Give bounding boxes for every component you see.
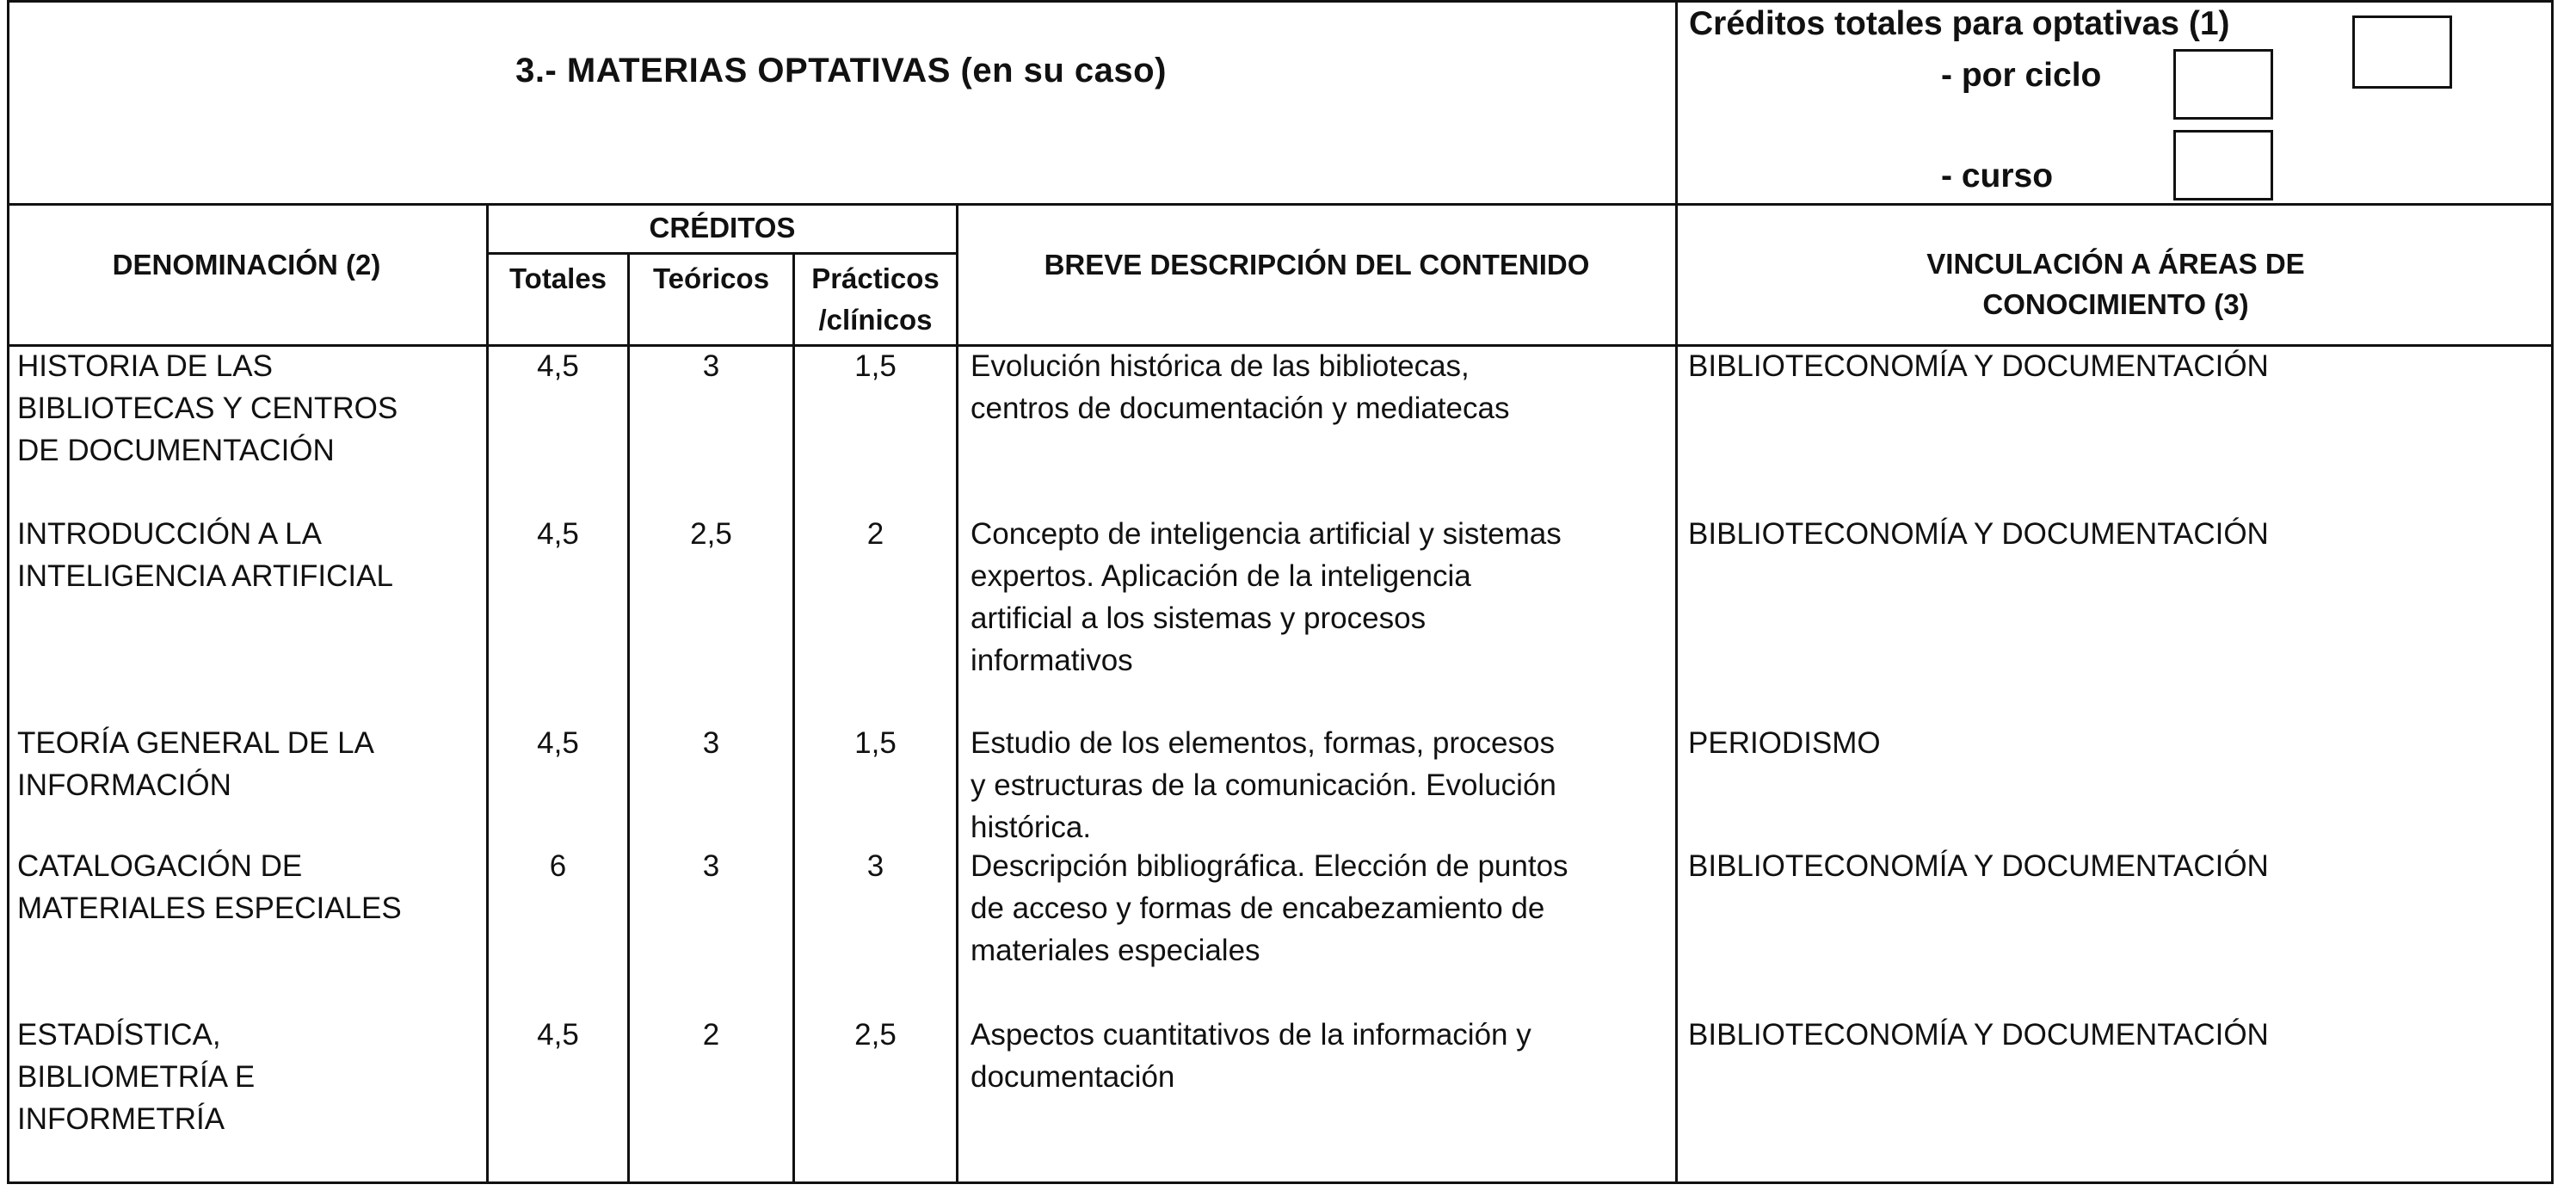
row-denominacion: ESTADÍSTICA, BIBLIOMETRÍA E INFORMETRÍA (17, 1018, 256, 1136)
col-header-creditos: CRÉDITOS (649, 212, 796, 244)
row-totales: 4,5 (537, 726, 579, 760)
row-vinculacion: BIBLIOTECONOMÍA Y DOCUMENTACIÓN (1688, 1018, 2269, 1052)
creditos-subheader-divider (486, 252, 958, 255)
row-vinculacion: PERIODISMO (1688, 726, 1881, 760)
page-title: 3.- MATERIAS OPTATIVAS (en su caso) (515, 52, 1167, 89)
curso-box[interactable] (2173, 130, 2273, 200)
col-header-practicos: Prácticos (811, 262, 940, 294)
row-descripcion: Aspectos cuantitativos de la información y documentación (971, 1018, 1531, 1094)
row-teoricos: 3 (702, 849, 720, 883)
row-teoricos: 3 (702, 726, 720, 760)
row-denominacion: HISTORIA DE LAS BIBLIOTECAS Y CENTROS DE DOCUMENTACIÓN (17, 349, 398, 467)
row-practicos: 2 (866, 517, 884, 551)
row-teoricos: 2 (702, 1018, 720, 1052)
por-ciclo-label: - por ciclo (1941, 57, 2102, 94)
col-header-descripcion: BREVE DESCRIPCIÓN DEL CONTENIDO (1044, 249, 1590, 281)
curso-label: - curso (1941, 157, 2054, 194)
row-totales: 6 (549, 849, 567, 883)
por-ciclo-box[interactable] (2173, 49, 2273, 120)
row-totales: 4,5 (537, 1018, 579, 1052)
row-teoricos: 2,5 (690, 517, 732, 551)
row-denominacion: CATALOGACIÓN DE MATERIALES ESPECIALES (17, 849, 402, 925)
col-header-totales: Totales (508, 262, 607, 294)
row-practicos: 3 (866, 849, 884, 883)
row-denominacion: INTRODUCCIÓN A LA INTELIGENCIA ARTIFICIAL (17, 517, 393, 593)
row-vinculacion: BIBLIOTECONOMÍA Y DOCUMENTACIÓN (1688, 517, 2269, 551)
row-practicos: 1,5 (854, 349, 897, 383)
col-divider-practicos (956, 203, 958, 1184)
row-descripcion: Descripción bibliográfica. Elección de puntos de acceso y formas de encabezamiento de materiales especiales (971, 849, 1568, 967)
creditos-totales-label: Créditos totales para optativas (1) (1689, 5, 2230, 42)
row-practicos: 1,5 (854, 726, 897, 760)
creditos-totales-box[interactable] (2352, 15, 2452, 89)
header-divider (7, 203, 2554, 206)
row-denominacion: TEORÍA GENERAL DE LA INFORMACIÓN (17, 726, 374, 802)
col-header-clinicos: /clínicos (818, 304, 933, 336)
row-vinculacion: BIBLIOTECONOMÍA Y DOCUMENTACIÓN (1688, 849, 2269, 883)
row-teoricos: 3 (702, 349, 720, 383)
row-descripcion: Concepto de inteligencia artificial y sistemas expertos. Aplicación de la inteligencia artificial a los sistemas y procesos informativos (971, 517, 1562, 677)
col-header-denominacion: DENOMINACIÓN (2) (112, 249, 381, 281)
row-practicos: 2,5 (854, 1018, 897, 1052)
row-descripcion: Estudio de los elementos, formas, procesos y estructuras de la comunicación. Evolución histórica. (971, 726, 1556, 844)
col-header-teoricos: Teóricos (652, 262, 770, 294)
row-vinculacion: BIBLIOTECONOMÍA Y DOCUMENTACIÓN (1688, 349, 2269, 383)
row-totales: 4,5 (537, 517, 579, 551)
col-divider-descripcion (1675, 0, 1678, 1184)
col-header-vinculacion: VINCULACIÓN A ÁREAS DE CONOCIMIENTO (3) (1926, 248, 2305, 320)
row-descripcion: Evolución histórica de las bibliotecas, centros de documentación y mediatecas (971, 349, 1510, 425)
row-totales: 4,5 (537, 349, 579, 383)
